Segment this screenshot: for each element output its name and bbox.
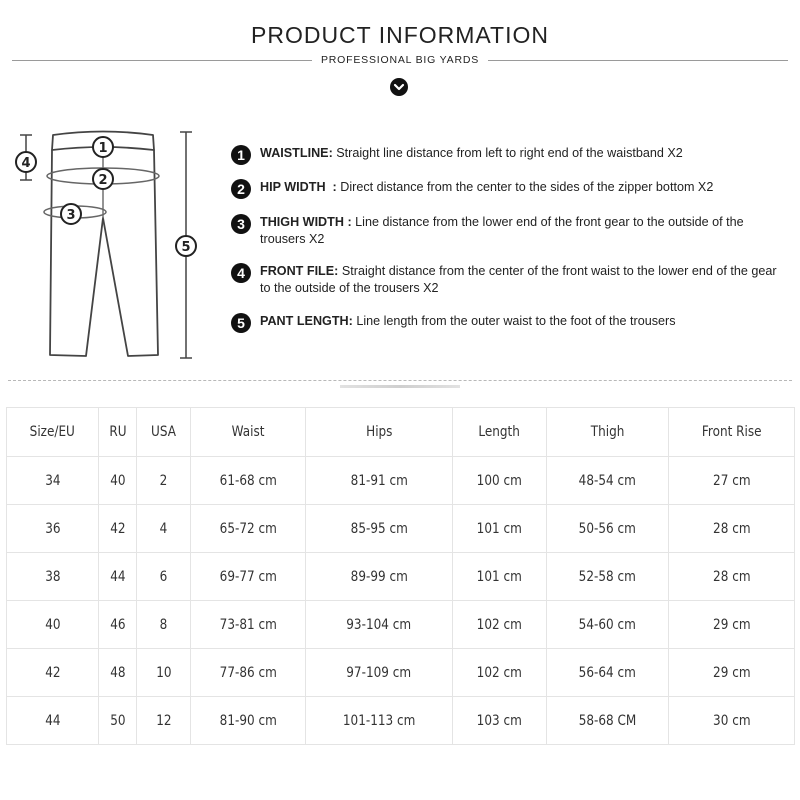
number-4-icon: 4: [231, 263, 251, 283]
cell-thigh: 52-58 cm: [547, 553, 669, 601]
section-divider: [8, 380, 792, 381]
number-2-icon: 2: [231, 179, 251, 199]
cell-length: 103 cm: [453, 697, 547, 745]
table-row: [7, 649, 795, 697]
cell-thigh: 58-68 CM: [547, 697, 669, 745]
faded-caption-line: [340, 385, 460, 388]
definition-pant-length: [230, 313, 790, 330]
header-hips: Hips: [306, 408, 453, 457]
cell-thigh: 56-64 cm: [547, 649, 669, 697]
cell-front-rise: 27 cm: [669, 457, 795, 505]
svg-text:5: 5: [181, 240, 191, 255]
table-row: [7, 601, 795, 649]
page-title: PRODUCT INFORMATION: [251, 22, 549, 48]
definition-text: Line distance from the lower end of the front gear to the outside of the trousers X2: [260, 215, 744, 246]
cell-usa: 12: [137, 697, 191, 745]
number-1-icon: 1: [231, 145, 251, 165]
chevron-down-icon: [390, 78, 408, 96]
header-size-eu: Size/EU: [7, 408, 99, 457]
definition-text: Direct distance from the center to the sides of the zipper bottom X2: [340, 180, 714, 194]
definition-term: WAISTLINE:: [260, 146, 333, 160]
table-row: [7, 457, 795, 505]
header-ru: RU: [99, 408, 137, 457]
cell-ru: 42: [99, 505, 137, 553]
cell-thigh: 54-60 cm: [547, 601, 669, 649]
cell-length: 102 cm: [453, 601, 547, 649]
cell-thigh: 48-54 cm: [547, 457, 669, 505]
cell-length: 101 cm: [453, 505, 547, 553]
cell-waist: 65-72 cm: [191, 505, 306, 553]
cell-usa: 2: [137, 457, 191, 505]
definition-hip-width: [230, 179, 790, 196]
cell-length: 100 cm: [453, 457, 547, 505]
cell-length: 102 cm: [453, 649, 547, 697]
svg-text:1: 1: [98, 141, 108, 156]
definition-text: Line length from the outer waist to the foot of the trousers: [356, 314, 676, 328]
cell-size-eu: 34: [7, 457, 99, 505]
cell-ru: 44: [99, 553, 137, 601]
cell-waist: 77-86 cm: [191, 649, 306, 697]
cell-size-eu: 36: [7, 505, 99, 553]
marker-4: [16, 152, 36, 172]
cell-thigh: 50-56 cm: [547, 505, 669, 553]
cell-front-rise: 28 cm: [669, 553, 795, 601]
cell-front-rise: 29 cm: [669, 649, 795, 697]
cell-hips: 89-99 cm: [306, 553, 453, 601]
marker-3: [61, 204, 81, 224]
header-usa: USA: [137, 408, 191, 457]
number-3-icon: 3: [231, 214, 251, 234]
table-row: [7, 505, 795, 553]
cell-ru: 50: [99, 697, 137, 745]
definition-term: THIGH WIDTH :: [260, 215, 352, 229]
cell-front-rise: 28 cm: [669, 505, 795, 553]
definition-front-file: [230, 263, 790, 297]
cell-usa: 8: [137, 601, 191, 649]
svg-text:4: 4: [21, 156, 31, 171]
cell-ru: 40: [99, 457, 137, 505]
header-length: Length: [453, 408, 547, 457]
definition-term: HIP WIDTH :: [260, 180, 337, 194]
cell-length: 101 cm: [453, 553, 547, 601]
cell-size-eu: 40: [7, 601, 99, 649]
definition-thigh-width: [230, 214, 790, 248]
cell-hips: 101-113 cm: [306, 697, 453, 745]
cell-size-eu: 44: [7, 697, 99, 745]
cell-usa: 10: [137, 649, 191, 697]
cell-size-eu: 38: [7, 553, 99, 601]
definition-waistline: [230, 145, 790, 162]
cell-hips: 85-95 cm: [306, 505, 453, 553]
marker-1: [93, 137, 113, 157]
page-subtitle: PROFESSIONAL BIG YARDS: [320, 54, 480, 66]
marker-5: [176, 236, 196, 256]
number-5-icon: 5: [231, 313, 251, 333]
cell-usa: 4: [137, 505, 191, 553]
cell-usa: 6: [137, 553, 191, 601]
cell-ru: 46: [99, 601, 137, 649]
table-row: [7, 697, 795, 745]
table-header-row: [7, 408, 795, 457]
header-waist: Waist: [191, 408, 306, 457]
cell-hips: 93-104 cm: [306, 601, 453, 649]
cell-hips: 97-109 cm: [306, 649, 453, 697]
svg-text:2: 2: [98, 173, 108, 188]
definition-term: PANT LENGTH:: [260, 314, 353, 328]
cell-front-rise: 29 cm: [669, 601, 795, 649]
cell-front-rise: 30 cm: [669, 697, 795, 745]
trousers-diagram: [8, 120, 208, 370]
svg-text:3: 3: [66, 208, 76, 223]
cell-hips: 81-91 cm: [306, 457, 453, 505]
cell-ru: 48: [99, 649, 137, 697]
cell-size-eu: 42: [7, 649, 99, 697]
definition-text: Straight line distance from left to right end of the waistband X2: [336, 146, 683, 160]
table-row: [7, 553, 795, 601]
marker-2: [93, 169, 113, 189]
header-thigh: Thigh: [547, 408, 669, 457]
cell-waist: 73-81 cm: [191, 601, 306, 649]
cell-waist: 61-68 cm: [191, 457, 306, 505]
header-front-rise: Front Rise: [669, 408, 795, 457]
cell-waist: 69-77 cm: [191, 553, 306, 601]
size-chart-table: [6, 407, 795, 745]
definition-term: FRONT FILE:: [260, 264, 339, 278]
definition-text: Straight distance from the center of the front waist to the lower end of the gear to the outside of the trousers X2: [260, 264, 777, 295]
cell-waist: 81-90 cm: [191, 697, 306, 745]
